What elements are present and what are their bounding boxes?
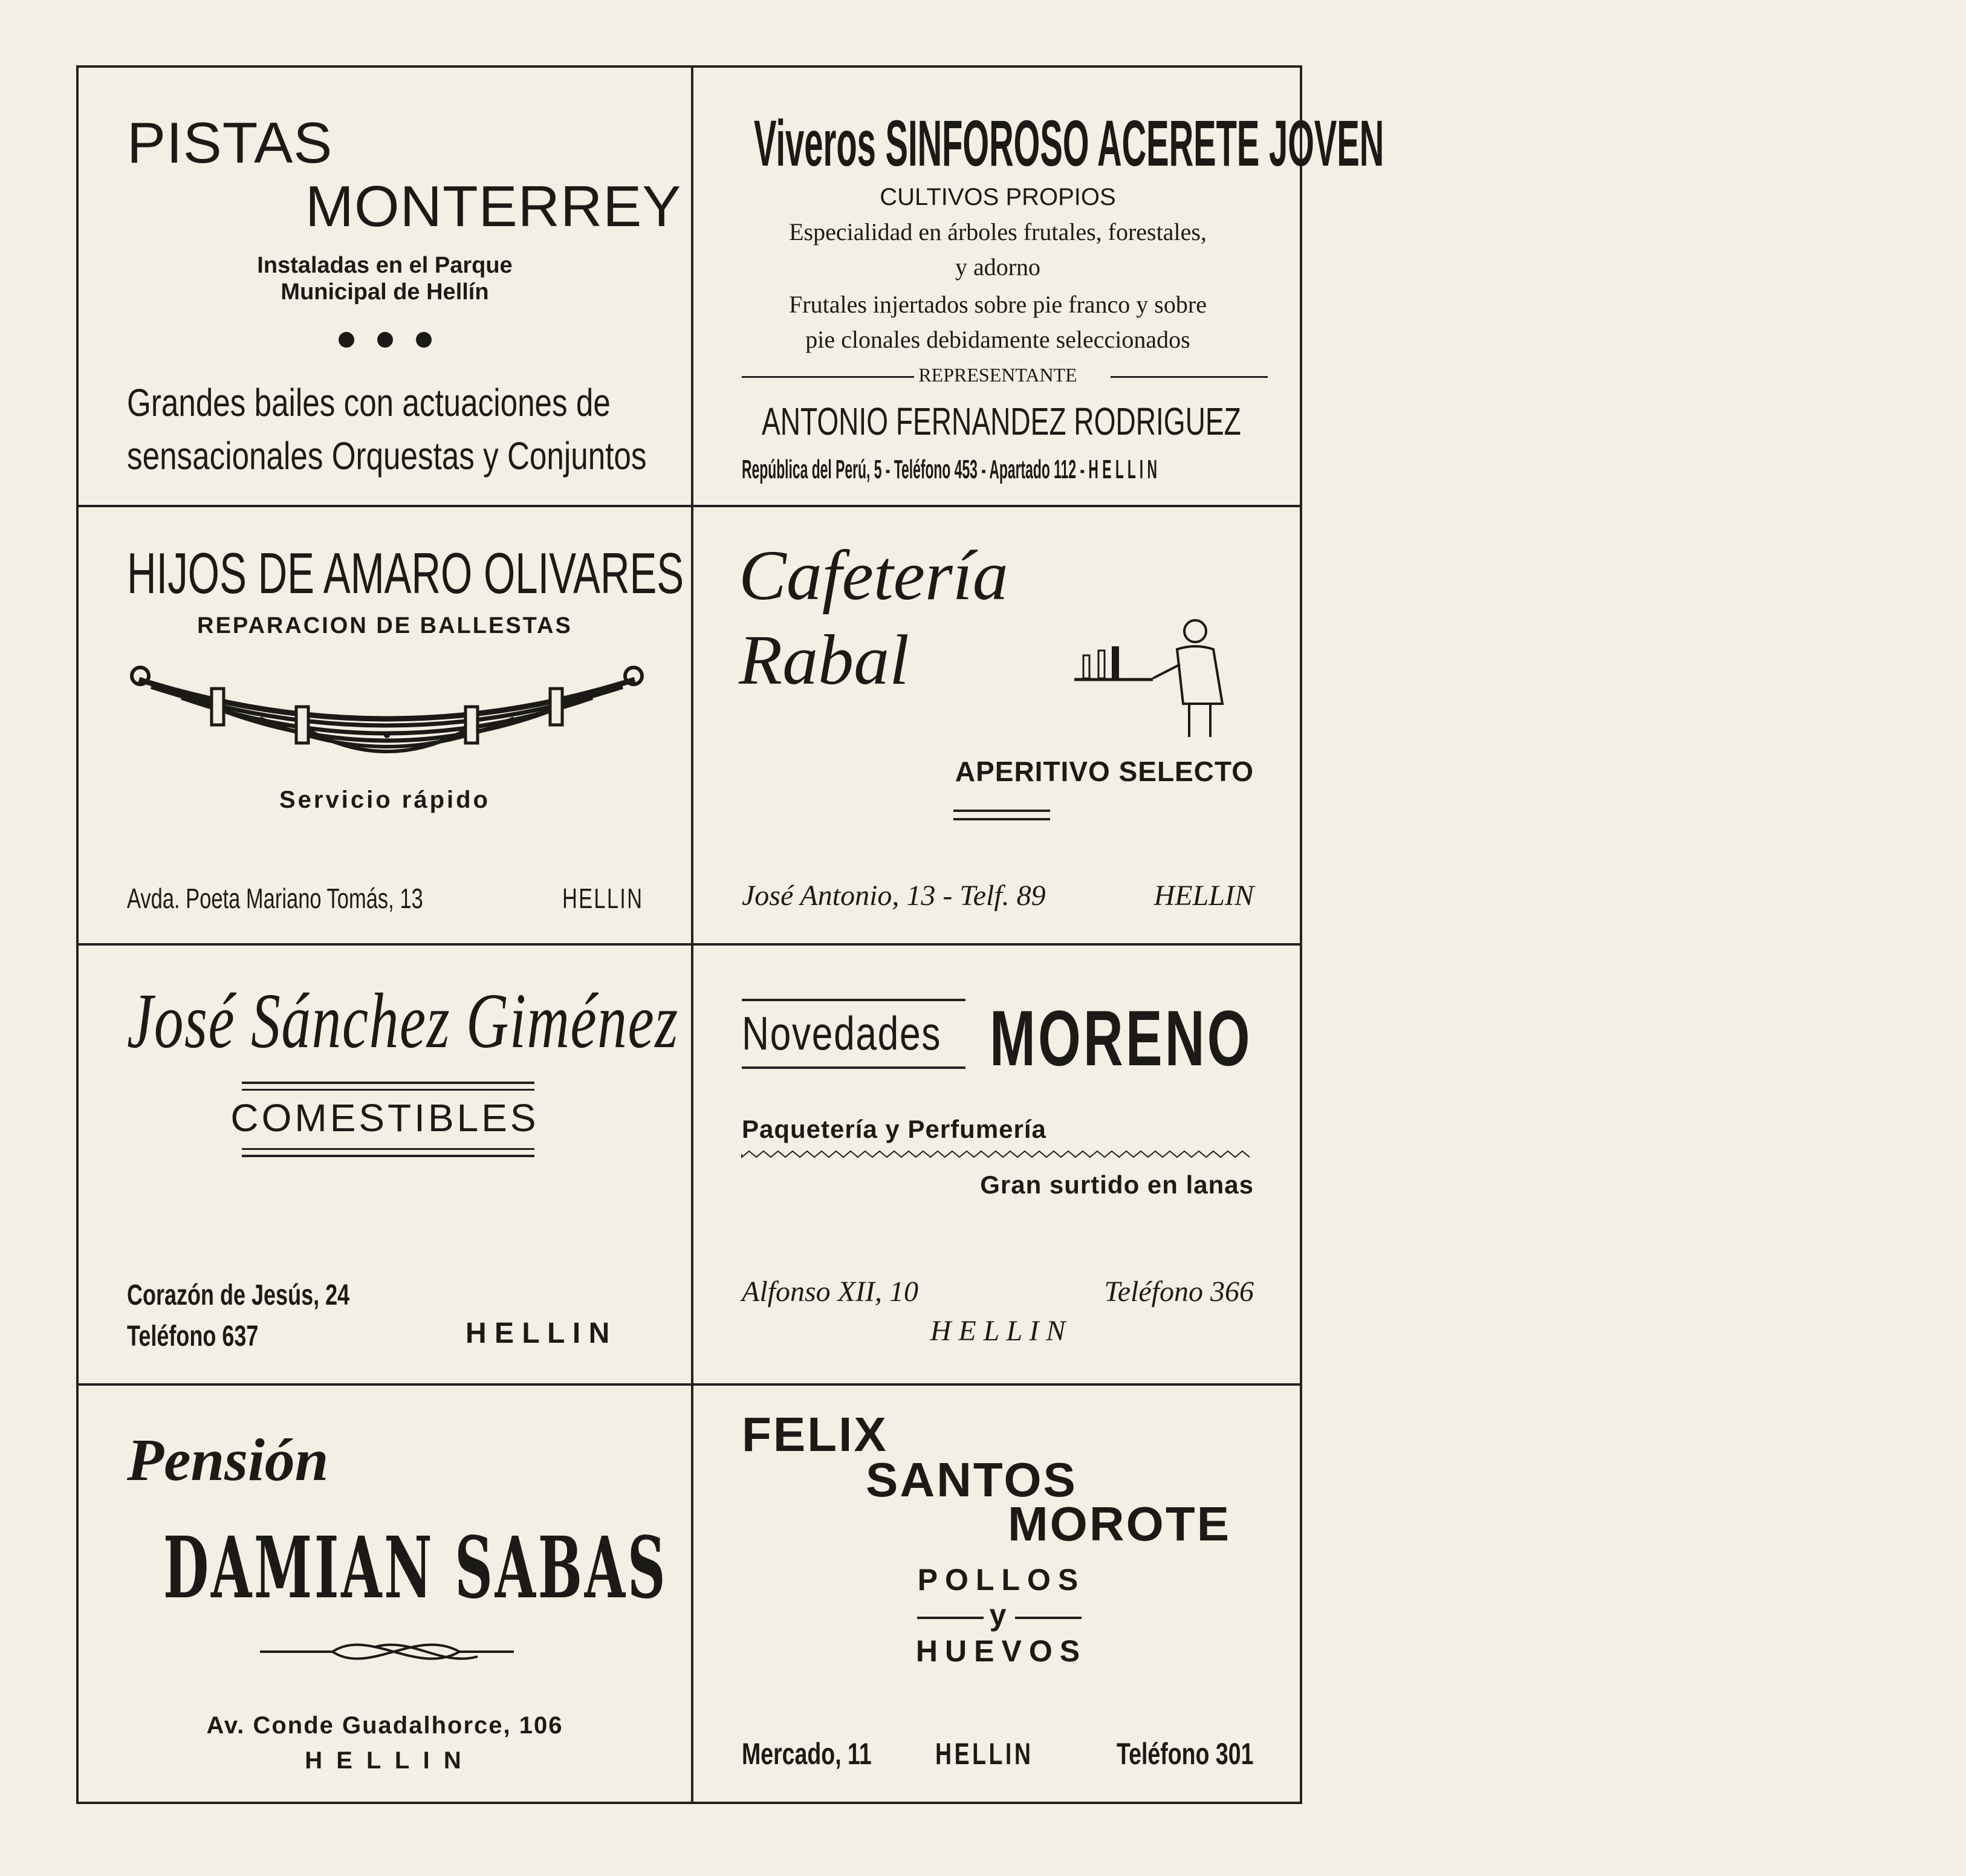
felix-name-1: FELIX [742,1407,888,1461]
pistas-body [127,376,776,482]
felix-name-3: MOROTE [1008,1497,1231,1551]
ad-viveros [693,68,1384,505]
sanchez-rule-bottom-2 [242,1155,534,1157]
cafeteria-rule-2 [953,818,1050,820]
viveros-line-5: pie clonales debidamente seleccionados [805,326,1190,353]
viveros-line-4: Frutales injertados sobre pie franco y sobre [789,291,1207,318]
felix-phone: Teléfono 301 [1117,1737,1254,1771]
sanchez-rule-bottom-1 [242,1148,534,1150]
felix-rule-right [1015,1617,1082,1619]
sanchez-rule-top-2 [242,1089,534,1091]
ad-felix-santos-morote [693,1386,1302,1804]
sanchez-rule-top-1 [242,1082,534,1084]
pistas-subtitle-1: Instaladas en el Parque [257,253,513,278]
pistas-dots-ornament [79,332,691,351]
moreno-rule-bottom [742,1066,965,1069]
felix-phone-wrap [1117,1736,1299,1771]
viveros-line-2: Especialidad en árboles frutales, forestales, [789,218,1207,245]
amaro-title: HIJOS DE AMARO OLIVARES [127,541,684,606]
viveros-line-1: CULTIVOS PROPIOS [880,184,1116,210]
moreno-city: H E L L I N [930,1315,1066,1347]
amaro-address: Avda. Poeta Mariano Tomás, 13 [127,883,423,914]
pension-address: Av. Conde Guadalhorce, 106 [206,1712,563,1739]
pension-city: H E L L I N [305,1747,465,1774]
viveros-rep-label: REPRESENTANTE [918,364,1077,386]
cafeteria-rule-1 [953,810,1050,812]
viveros-rep-name: ANTONIO FERNANDEZ RODRIGUEZ [762,400,1241,443]
felix-address: Mercado, 11 [742,1737,872,1771]
moreno-line-1: Paquetería y Perfumería [742,1115,1046,1143]
amaro-city-wrap [562,882,670,915]
pension-title-1: Pensión [127,1426,329,1493]
ad-cafeteria-rabal [693,507,1302,943]
pistas-body-2: sensacionales Orquestas y Conjuntos [127,434,647,478]
viveros-title: Viveros SINFOROSO ACERETE JOVEN [754,106,1384,180]
sanchez-address-wrap [127,1275,424,1357]
viveros-description [693,180,1302,357]
moreno-title-1-wrap [742,1006,991,1061]
amaro-service: Servicio rápido [279,787,490,813]
waiter-illustration [1074,613,1238,740]
viveros-title-wrap [754,105,1966,181]
sanchez-phone: Teléfono 637 [127,1320,259,1352]
ad-jose-sanchez [79,946,691,1383]
felix-city: HELLIN [935,1737,1034,1771]
felix-line-1: POLLOS [917,1563,1086,1597]
pistas-title-1: PISTAS [127,111,333,175]
cafeteria-title-2: Rabal [739,620,909,699]
viveros-rep-rule-right [1111,376,1268,378]
pension-flourish [260,1634,514,1670]
pension-title-2: DAMIAN SABAS [163,1519,668,1618]
felix-address-wrap [742,1736,915,1771]
moreno-title-2-wrap [990,993,1365,1083]
ad-pistas-monterrey [79,68,691,505]
ad-pension-damian-sabas [79,1386,691,1804]
pistas-title-2: MONTERREY [305,174,682,239]
cafeteria-city: HELLIN [1153,880,1254,912]
amaro-subtitle: REPARACION DE BALLESTAS [197,613,573,638]
viveros-rep-name-wrap [762,399,1427,444]
viveros-address-wrap [742,455,1540,485]
moreno-line-2: Gran surtido en lanas [980,1170,1254,1199]
pistas-subtitle [79,252,691,305]
cafeteria-address: José Antonio, 13 - Telf. 89 [742,880,1046,912]
moreno-phone: Teléfono 366 [1104,1276,1254,1308]
ad-page-frame [76,65,1384,1804]
cafeteria-title-1: Cafetería [739,536,1008,615]
moreno-address: Alfonso XII, 10 [742,1276,918,1308]
amaro-city: HELLIN [562,883,644,914]
felix-name-2: SANTOS [866,1453,1077,1507]
sanchez-city: H E L L I N [466,1317,610,1349]
leaf-spring-illustration [127,655,647,758]
amaro-address-wrap [127,882,522,915]
felix-line-3: HUEVOS [915,1634,1088,1668]
moreno-wavy-rule [742,1150,1256,1158]
pistas-body-1: Grandes bailes con actuaciones de [127,381,611,424]
pistas-subtitle-2: Municipal de Hellín [281,279,489,305]
moreno-title-2: MORENO [990,994,1253,1082]
felix-line-2: y [989,1598,1007,1632]
sanchez-address: Corazón de Jesús, 24 [127,1279,350,1311]
viveros-line-3: y adorno [955,253,1041,281]
sanchez-title: José Sánchez Giménez [127,978,679,1065]
ad-novedades-moreno [693,946,1302,1383]
ad-amaro-olivares [79,507,691,943]
viveros-address: República del Perú, 5 - Teléfono 453 - Apartado 112 - H E L L I N [742,455,1157,484]
moreno-rule-top [742,999,965,1001]
cafeteria-tagline: APERITIVO SELECTO [955,756,1254,787]
moreno-title-1: Novedades [742,1007,942,1060]
sanchez-category: COMESTIBLES [230,1096,539,1140]
felix-city-wrap [935,1736,1066,1771]
